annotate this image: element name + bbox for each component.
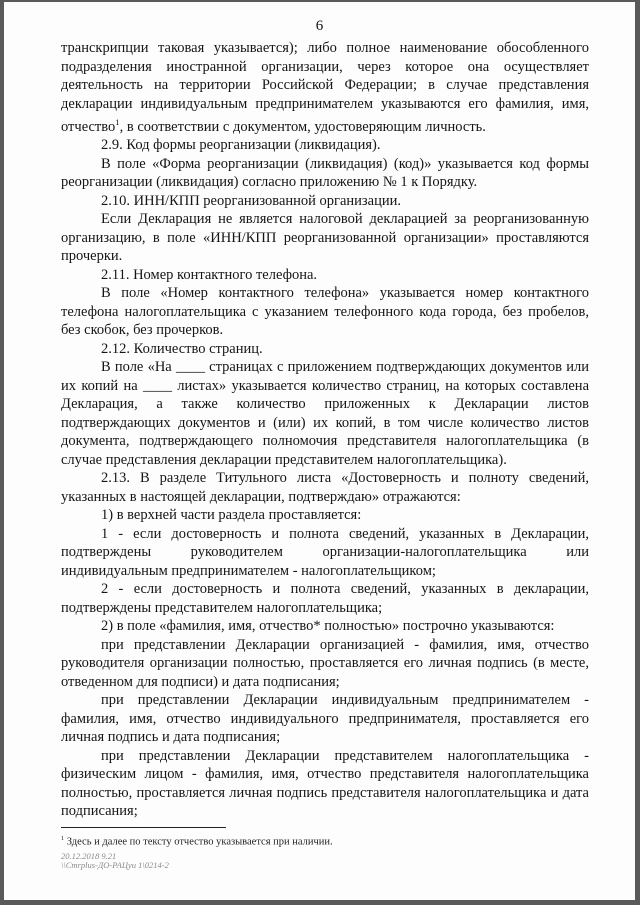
footnote-text: Здесь и далее по тексту отчество указывается при наличии. [64,836,333,848]
footnote-divider [61,827,226,828]
footnote-reference: 1 [115,117,120,127]
print-date-stamp: 20.12.2018 9.21 [61,851,117,861]
section-heading-2-9: 2.9. Код формы реорганизации (ликвидация). [101,137,381,154]
footnote [61,835,333,848]
list-item: 1) в верхней части раздела проставляется: [101,507,362,524]
section-heading-2-13: 2.13. В разделе Титульного листа «Достоверность и полноту сведений, указанных в настоящей декларации, подтверждаю» отражаются: [61,470,589,505]
document-body [61,39,589,821]
section-heading-2-11: 2.11. Номер контактного телефона. [101,266,318,283]
paragraph: В поле «На ____ страницах с приложением подтверждающих документов или их копий на ____ листах» указывается количество страниц, на которых составлена Декларация, а также количество приложенных к Декларации листов подтверждающих документов и (или) их копий, в том числе количество листов документа, подтверждающего полномочия представителя налогоплательщика (в случае представления декларации представителем налогоплательщика). [61,359,589,468]
paragraph: транскрипции таковая указывается); либо полное наименование обособленного подразделения иностранной организации, через которое она осуществляет деятельность на территории Российской Федерации; в случае представления декларации индивидуальным предпринимателем указываются его фамилия, имя, отчество$^1$, в соответствии с документом, удостоверяющим личность. [61,40,589,135]
section-heading-2-10: 2.10. ИНН/КПП реорганизованной организации. [101,192,402,209]
section-heading-2-12: 2.12. Количество страниц. [101,340,263,357]
footnote-marker: 1 [61,835,65,842]
list-item: при представлении Декларации организацией - фамилия, имя, отчество руководителя организации полностью, проставляется его личная подпись (в месте, отведенном для подписи) и дата подписания; [61,636,589,690]
paragraph: В поле «Номер контактного телефона» указывается номер контактного телефона налогоплательщика с указанием телефонного кода города, без пробелов, без скобок, без прочерков. [61,285,589,339]
list-item: 1 - если достоверность и полнота сведений, указанных в Декларации, подтверждены руководителем организации-налогоплательщика или индивидуальным предпринимателем - налогоплательщиком; [61,525,589,579]
list-item: при представлении Декларации представителем налогоплательщика - физическим лицом - фамилия, имя, отчество представителя налогоплательщика полностью, проставляется личная подпись представителя налогоплательщика и дата подписания; [61,747,589,820]
file-path-stamp: \\Cmrplus-ДО-РАЦуи 1\0214-2 [61,860,169,870]
list-item: при представлении Декларации индивидуальным предпринимателем - фамилия, имя, отчество индивидуального предпринимателя, проставляется его личная подпись и дата подписания; [61,692,589,746]
paragraph: Если Декларация не является налоговой декларацией за реорганизованную организацию, в поле «ИНН/КПП реорганизованной организации» проставляются прочерки. [61,211,589,265]
list-item: 2) в поле «фамилия, имя, отчество* полностью» построчно указываются: [101,618,555,635]
list-item: 2 - если достоверность и полнота сведений, указанных в декларации, подтверждены представителем налогоплательщика; [61,581,589,616]
paragraph: В поле «Форма реорганизации (ликвидация) (код)» указывается код формы реорганизации (ликвидация) согласно приложению № 1 к Порядку. [61,155,589,191]
document-page [4,2,635,900]
page-number: 6 [315,18,324,34]
